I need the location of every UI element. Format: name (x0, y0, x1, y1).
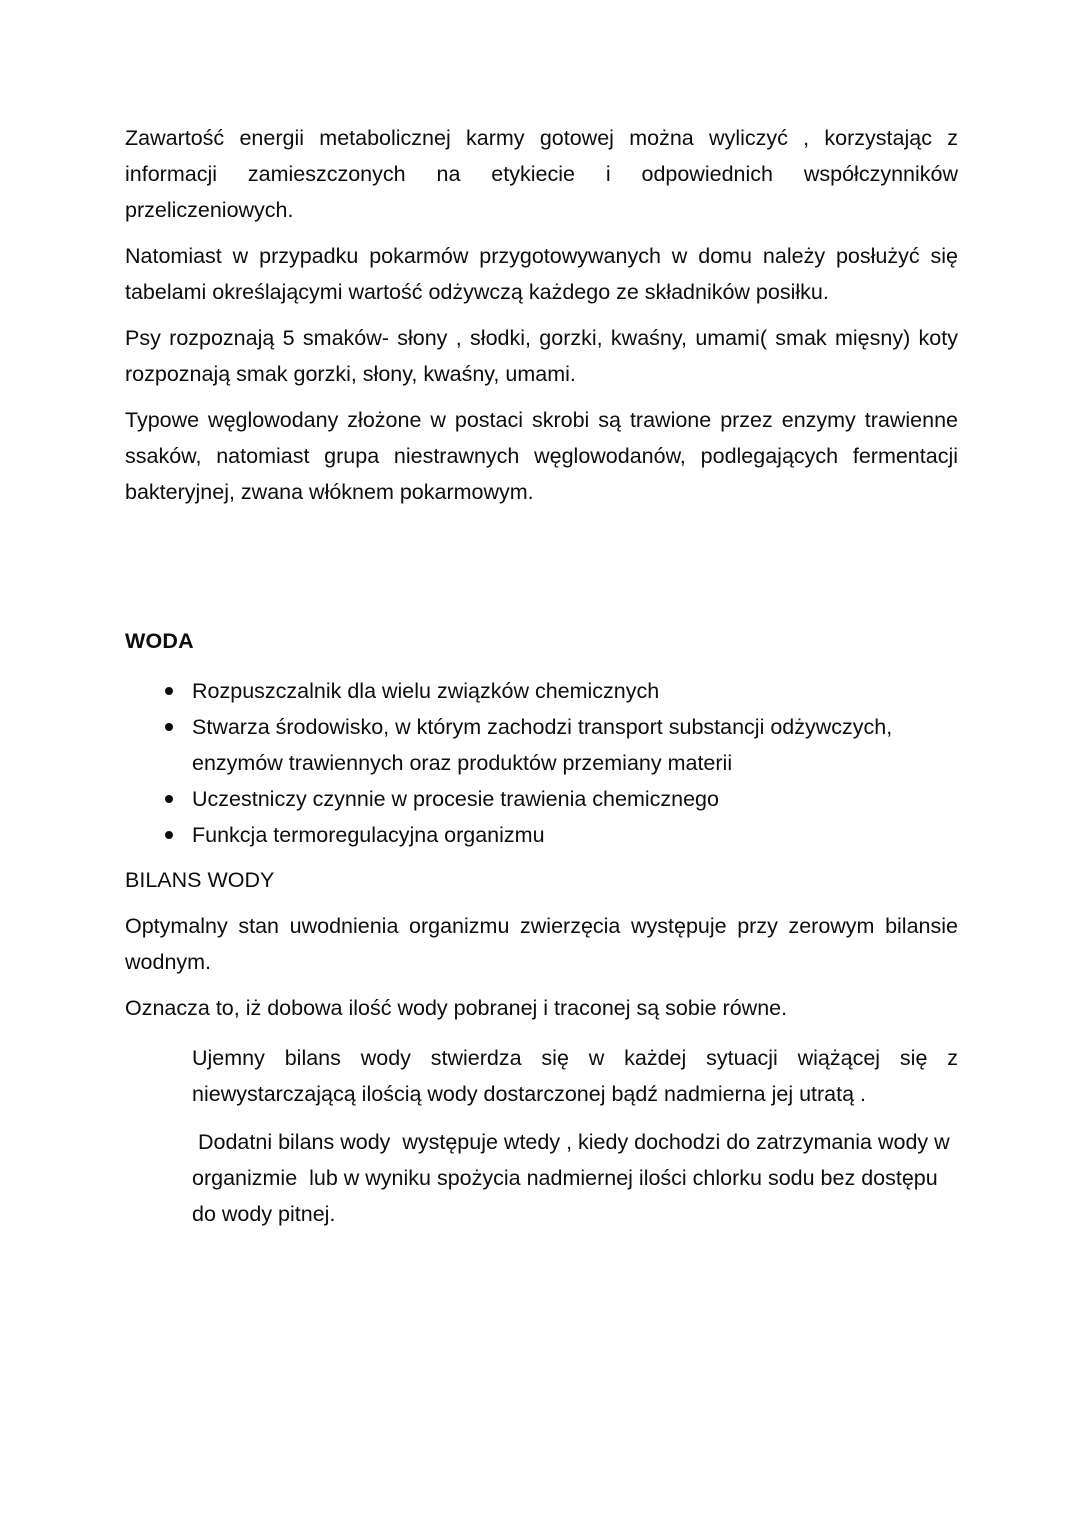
bullet-dot-icon (165, 831, 173, 839)
paragraph-taste-perception: Psy rozpoznają 5 smaków- słony , słodki, gorzki, kwaśny, umami( smak mięsny) koty rozpoznają smak gorzki, słony, kwaśny, umami. (125, 326, 964, 386)
section-spacer (125, 520, 958, 623)
paragraph-carbohydrates: Typowe węglowodany złożone w postaci skrobi są trawione przez enzymy trawienne ssaków, natomiast grupa niestrawnych węglowodanów, podlegających fermentacji bakteryjnej, zwana włóknem pokarmowym. (125, 408, 964, 504)
bullet-dot-icon (165, 723, 173, 731)
heading-woda: WODA (125, 629, 194, 653)
paragraph-metabolic-energy: Zawartość energii metabolicznej karmy gotowej można wyliczyć , korzystając z informacji zamieszczonych na etykiecie i odpowiednich współczynników przeliczeniowych. (125, 126, 964, 222)
bullet-dot-icon (165, 687, 173, 695)
paragraph-daily-water-equality: Oznacza to, iż dobowa ilość wody pobranej i traconej są sobie równe. (125, 996, 788, 1020)
paragraph-optimal-hydration: Optymalny stan uwodnienia organizmu zwierzęcia występuje przy zerowym bilansie wodnym. (125, 914, 964, 974)
paragraph-positive-balance: Dodatni bilans wody występuje wtedy , kiedy dochodzi do zatrzymania wody w organizmie lub w wyniku spożycia nadmiernej ilości chlorku sodu bez dostępu do wody pitnej. (192, 1130, 956, 1226)
list-item-label: Rozpuszczalnik dla wielu związków chemicznych (192, 679, 660, 703)
list-item-label: Uczestniczy czynnie w procesie trawienia chemicznego (192, 787, 719, 811)
list-item-label: Stwarza środowisko, w którym zachodzi transport substancji odżywczych, enzymów trawiennych oraz produktów przemiany materii (192, 715, 893, 775)
paragraph-home-prepared-food: Natomiast w przypadku pokarmów przygotowywanych w domu należy posłużyć się tabelami określającymi wartość odżywczą każdego ze składników posiłku. (125, 244, 964, 304)
list-item (125, 817, 958, 853)
list-item-label: Funkcja termoregulacyjna organizmu (192, 823, 545, 847)
list-item (125, 781, 958, 817)
list-item (125, 709, 958, 781)
list-item (125, 673, 958, 709)
water-function-list (125, 673, 958, 853)
heading-bilans-wody: BILANS WODY (125, 868, 275, 892)
indented-block (125, 1040, 964, 1232)
paragraph-negative-balance: Ujemny bilans wody stwierdza się w każdej sytuacji wiążącej się z niewystarczającą ilością wody dostarczonej bądź nadmierna jej utratą . (192, 1046, 964, 1106)
document-body (125, 120, 964, 1232)
bullet-dot-icon (165, 795, 173, 803)
